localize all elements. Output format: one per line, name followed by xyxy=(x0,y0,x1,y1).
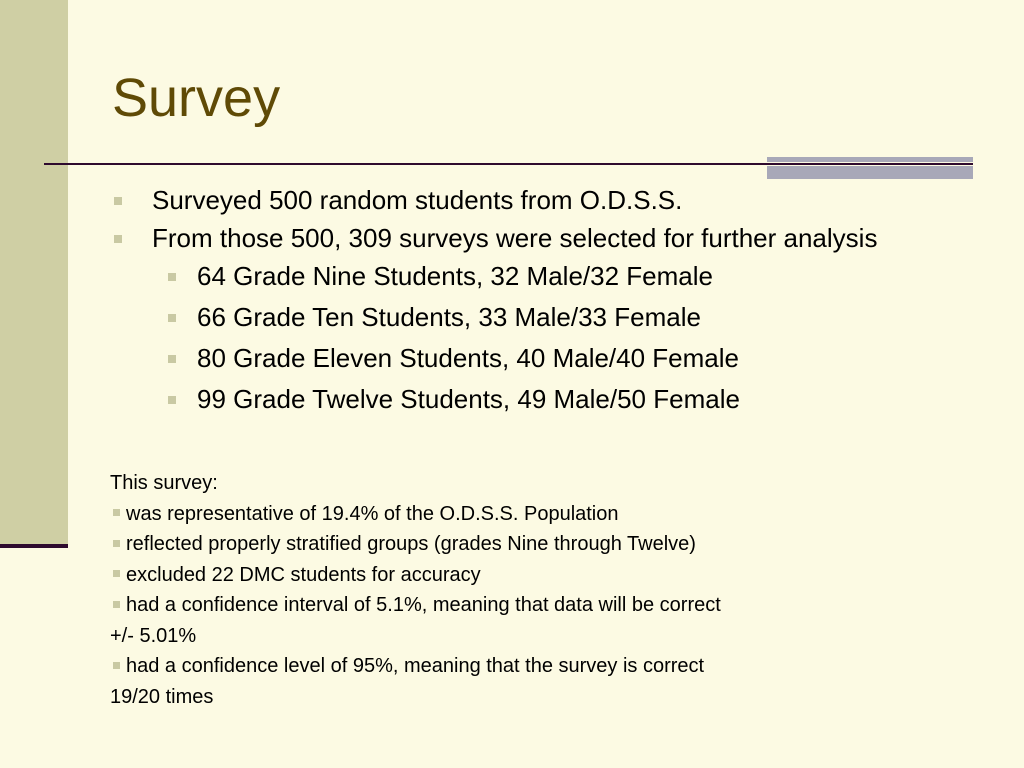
sub-bullet-item xyxy=(110,300,950,334)
bullet-list xyxy=(110,183,950,423)
left-decorative-band xyxy=(0,0,68,546)
square-bullet-icon xyxy=(114,235,122,243)
square-bullet-icon xyxy=(113,570,120,577)
note-item xyxy=(110,590,930,621)
notes-intro: This survey: xyxy=(110,472,218,494)
survey-notes xyxy=(110,468,930,712)
note-item xyxy=(110,499,930,530)
sub-bullet-text: 66 Grade Ten Students, 33 Male/33 Female xyxy=(197,302,701,332)
note-text: had a confidence interval of 5.1%, meaning that data will be correct xyxy=(126,594,721,616)
square-bullet-icon xyxy=(168,355,176,363)
note-item xyxy=(110,560,930,591)
sub-bullet-item xyxy=(110,382,950,416)
square-bullet-icon xyxy=(113,601,120,608)
note-item xyxy=(110,529,930,560)
note-continuation: 19/20 times xyxy=(110,685,214,708)
bullet-item xyxy=(110,183,950,217)
bullet-item xyxy=(110,221,950,255)
bullet-text: From those 500, 309 surveys were selected for further analysis xyxy=(152,223,878,253)
square-bullet-icon xyxy=(113,662,120,669)
square-bullet-icon xyxy=(168,273,176,281)
square-bullet-icon xyxy=(168,396,176,404)
square-bullet-icon xyxy=(113,509,120,516)
note-text: was representative of 19.4% of the O.D.S.S. Population xyxy=(126,502,619,525)
note-text: excluded 22 DMC students for accuracy xyxy=(126,563,481,586)
left-band-divider xyxy=(0,544,68,548)
square-bullet-icon xyxy=(113,540,120,547)
sub-bullet-item xyxy=(110,341,950,375)
sub-bullet-text: 64 Grade Nine Students, 32 Male/32 Female xyxy=(197,261,713,291)
sub-bullet-text: 80 Grade Eleven Students, 40 Male/40 Female xyxy=(197,343,739,373)
slide-title: Survey xyxy=(112,68,281,128)
note-continuation: +/- 5.01% xyxy=(110,624,197,647)
title-accent-bars xyxy=(767,157,973,179)
sub-bullet-text: 99 Grade Twelve Students, 49 Male/50 Female xyxy=(197,384,740,414)
note-item xyxy=(110,651,930,682)
square-bullet-icon xyxy=(168,314,176,322)
note-text: reflected properly stratified groups (grades Nine through Twelve) xyxy=(126,533,696,555)
bullet-text: Surveyed 500 random students from O.D.S.S. xyxy=(152,185,683,215)
sub-bullet-item xyxy=(110,259,950,293)
note-text: had a confidence level of 95%, meaning that the survey is correct xyxy=(126,655,705,677)
square-bullet-icon xyxy=(114,197,122,205)
